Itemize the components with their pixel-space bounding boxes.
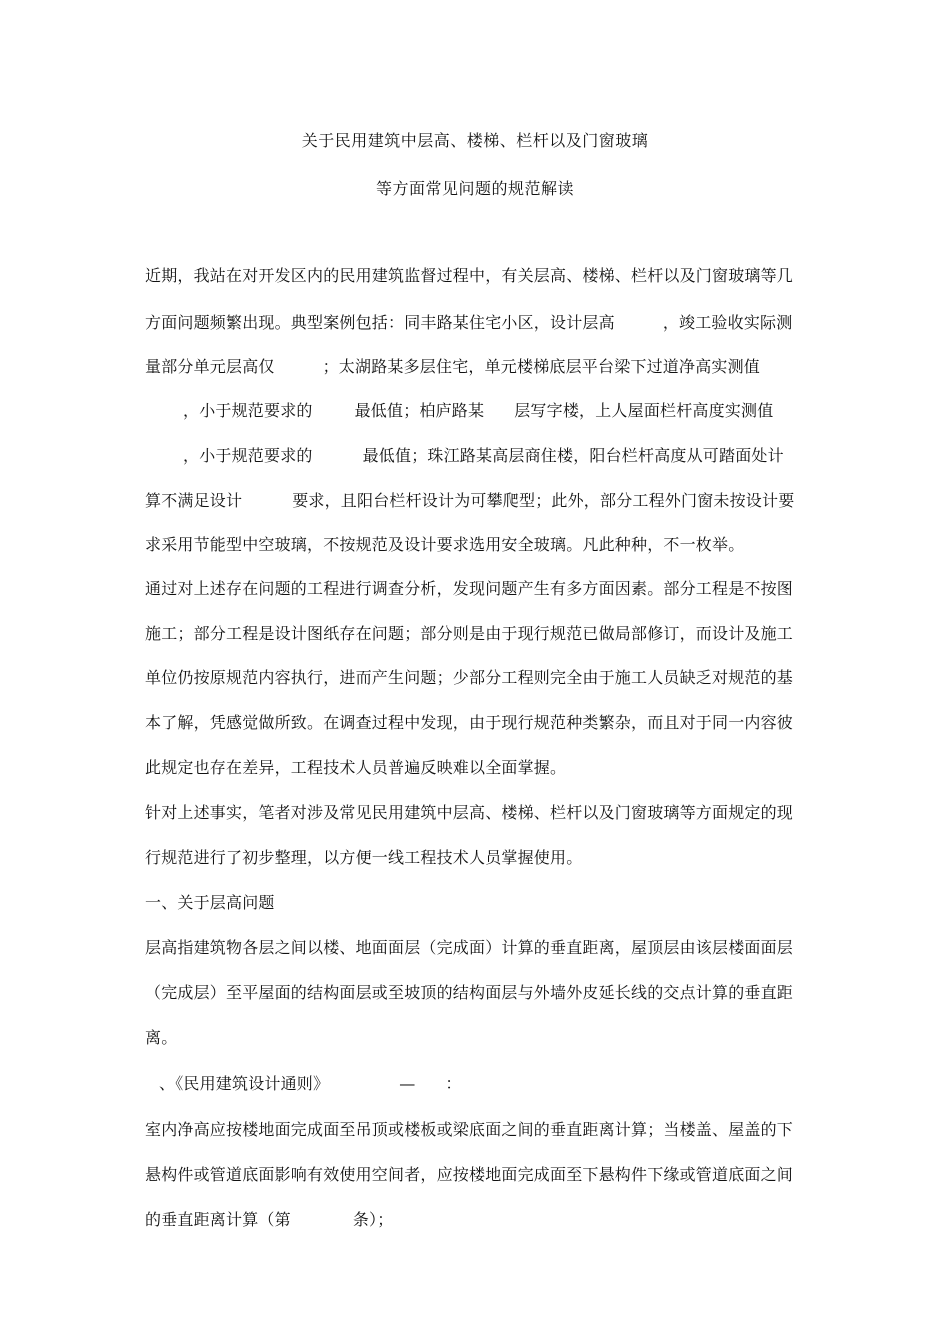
paragraph-1-line-2 <box>145 310 792 333</box>
paragraph-1-line-3 <box>145 354 760 377</box>
reference-1-dash: — <box>399 1074 416 1093</box>
paragraph-1-line-7: 求采用节能型中空玻璃，不按规范及设计要求选用安全玻璃。凡此种种，不一枚举。 <box>145 535 745 554</box>
document-title-line-1: 关于民用建筑中层高、楼梯、栏杆以及门窗玻璃 <box>301 131 649 150</box>
p5-l3-part-b: 条）； <box>352 1210 394 1229</box>
p1-l5-part-b: 最低值；珠江路某高层商住楼，阳台栏杆高度从可踏面处计 <box>362 446 784 465</box>
paragraph-1-line-4 <box>145 398 773 421</box>
paragraph-5-line-1: 室内净高应按楼地面完成面至吊顶或楼板或梁底面之间的垂直距离计算；当楼盖、屋盖的下 <box>145 1120 794 1139</box>
paragraph-5-line-3 <box>145 1207 393 1230</box>
p1-l6-part-a: 算不满足设计 <box>145 491 243 510</box>
paragraph-2-line-1: 通过对上述存在问题的工程进行调查分析，发现问题产生有多方面因素。部分工程是不按图 <box>145 579 794 598</box>
paragraph-2-line-2: 施工；部分工程是设计图纸存在问题；部分则是由于现行规范已做局部修订，而设计及施工 <box>145 624 794 643</box>
paragraph-4-line-2: （完成层）至平屋面的结构面层或至坡顶的结构面层与外墙外皮延长线的交点计算的垂直距 <box>145 983 794 1002</box>
paragraph-1-line-1: 近期，我站在对开发区内的民用建筑监督过程中，有关层高、楼梯、栏杆以及门窗玻璃等几 <box>145 266 794 285</box>
p5-l3-part-a: 的垂直距离计算（第 <box>145 1210 291 1229</box>
paragraph-4-line-3: 离。 <box>145 1028 178 1047</box>
reference-1-colon: ： <box>445 1074 462 1093</box>
paragraph-5-line-2: 悬构件或管道底面影响有效使用空间者，应按楼地面完成面至下悬构件下缘或管道底面之间 <box>145 1165 794 1184</box>
p1-l2-part-b: ，竣工验收实际测 <box>662 313 793 332</box>
paragraph-1-line-6 <box>145 488 794 511</box>
paragraph-3-line-1: 针对上述事实，笔者对涉及常见民用建筑中层高、楼梯、栏杆以及门窗玻璃等方面规定的现 <box>145 803 794 822</box>
p1-l4-part-c: 层写字楼，上人屋面栏杆高度实测值 <box>514 401 774 420</box>
reference-1-title: 、《民用建筑设计通则》 <box>159 1074 330 1093</box>
paragraph-2-line-5: 此规定也存在差异，工程技术人员普遍反映难以全面掌握。 <box>145 758 567 777</box>
document-title-line-2: 等方面常见问题的规范解读 <box>375 179 574 198</box>
p1-l3-part-a: 量部分单元层高仅 <box>145 357 275 376</box>
p1-l2-part-a: 方面问题频繁出现。典型案例包括：同丰路某住宅小区，设计层高 <box>145 313 615 332</box>
paragraph-2-line-4: 本了解，凭感觉做所致。在调查过程中发现，由于现行规范种类繁杂，而且对于同一内容彼 <box>145 713 794 732</box>
paragraph-3-line-2: 行规范进行了初步整理，以方便一线工程技术人员掌握使用。 <box>145 848 583 867</box>
section-1-heading: 一、关于层高问题 <box>145 893 275 912</box>
p1-l6-part-b: 要求，且阳台栏杆设计为可攀爬型；此外，部分工程外门窗未按设计要 <box>292 491 795 510</box>
p1-l5-part-a: ，小于规范要求的 <box>183 446 313 465</box>
reference-1-line <box>145 1071 462 1094</box>
p1-l3-part-b: ；太湖路某多层住宅，单元楼梯底层平台梁下过道净高实测值 <box>322 357 761 376</box>
paragraph-2-line-3: 单位仍按原规范内容执行，进而产生问题；少部分工程则完全由于施工人员缺乏对规范的基 <box>145 668 794 687</box>
p1-l4-part-a: ，小于规范要求的 <box>183 401 313 420</box>
paragraph-1-line-5 <box>145 443 784 466</box>
paragraph-4-line-1: 层高指建筑物各层之间以楼、地面面层（完成面）计算的垂直距离，屋顶层由该层楼面面层 <box>145 938 794 957</box>
p1-l4-part-b: 最低值；柏庐路某 <box>354 401 485 420</box>
